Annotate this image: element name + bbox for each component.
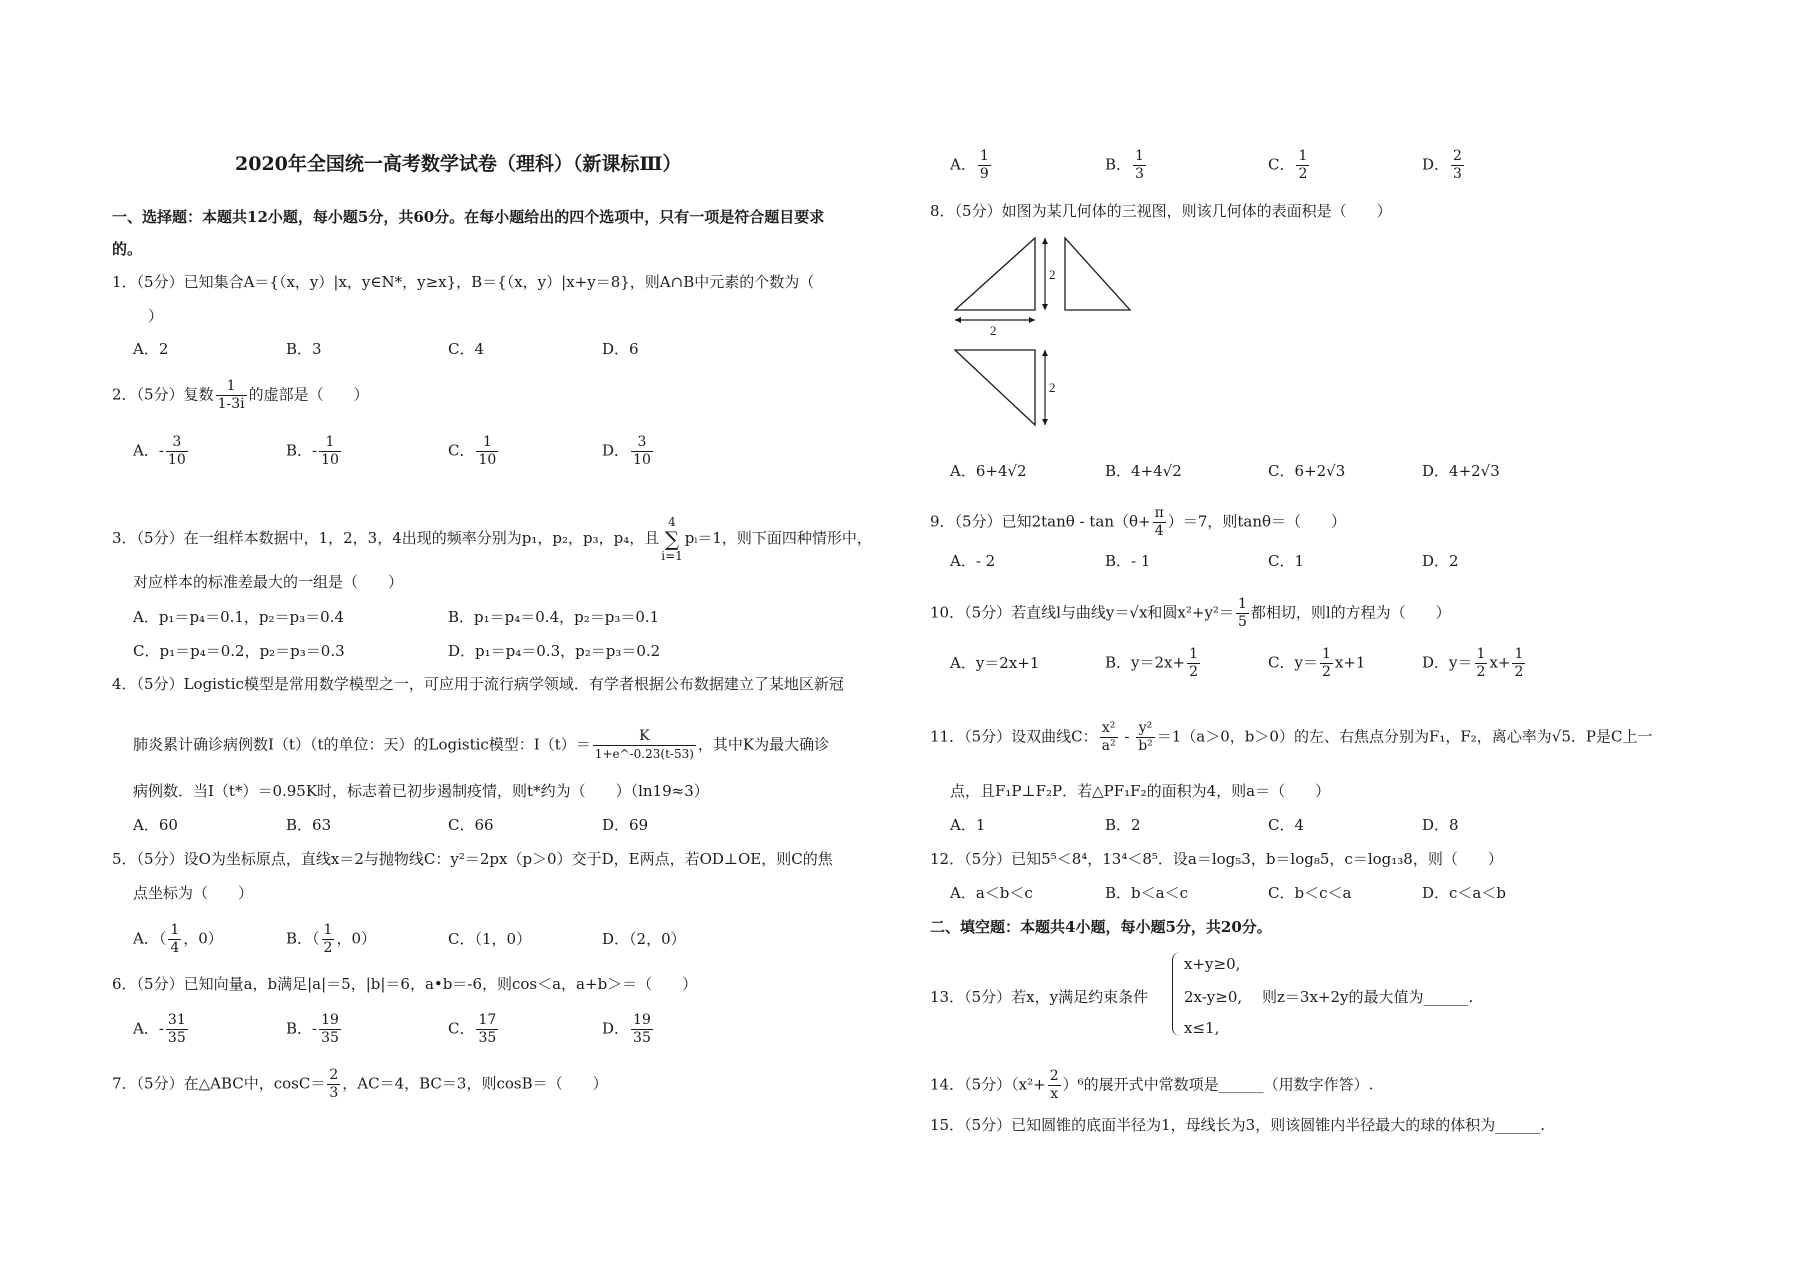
q5-b-frac	[322, 922, 335, 957]
q8-side-view	[1065, 238, 1130, 310]
q4-den: 1+e^-0.23(t-53)	[594, 747, 694, 761]
q13-brace	[1172, 952, 1181, 1036]
q6-option-b[interactable]	[286, 1012, 343, 1047]
q8-arrowhead	[1042, 419, 1048, 425]
q3-option-d[interactable]: D．p₁＝p₄＝0.3，p₂＝p₃＝0.2	[448, 642, 661, 660]
q6-b-den: 35	[321, 1030, 339, 1046]
q3-sum-body: pᵢ＝1，则下面四种情形中，	[684, 529, 872, 547]
q10-b-num: 1	[1189, 646, 1198, 662]
q2-a-label: A．-	[133, 441, 164, 460]
q7-a-label: A．	[950, 155, 976, 174]
q8-front-view	[955, 238, 1035, 310]
q2-c-frac	[476, 434, 498, 469]
q3-pre: 3．（5分）在一组样本数据中，1，2，3，4出现的频率分别为p₁，p₂，p₃，p₄，且	[112, 529, 660, 547]
q6-d-num: 19	[633, 1012, 651, 1028]
q5-a-label: A．（	[133, 929, 167, 948]
q7-b-den: 3	[1135, 166, 1144, 182]
q3-stem	[112, 515, 872, 563]
q9-pre: 9．（5分）已知2tanθ - tan（θ+	[930, 512, 1151, 531]
q3-sum-bottom: i=1	[661, 549, 683, 563]
q4-line2-post: ，其中K为最大确诊	[697, 735, 830, 754]
q11-post: ＝1（a＞0，b＞0）的左、右焦点分别为F₁，F₂，离心率为√5．P是C上一	[1156, 727, 1653, 746]
q3-sigma: ∑	[664, 527, 680, 551]
q10-d-den2: 2	[1514, 664, 1524, 680]
q2-fraction	[216, 378, 247, 413]
q7-a-frac	[978, 148, 991, 183]
q8-option-b[interactable]: B．4+4√2	[1105, 462, 1182, 480]
q7-d-label: D．	[1422, 155, 1450, 174]
q8-arrowhead	[1029, 317, 1035, 323]
q10-b-label: B．y＝2x+	[1105, 653, 1186, 672]
q10-c-num: 1	[1321, 646, 1331, 662]
q6-a-frac	[166, 1012, 188, 1047]
q6-a-num: 31	[167, 1012, 186, 1028]
q8-option-c[interactable]: C．6+2√3	[1268, 462, 1346, 480]
q7-d-num: 2	[1453, 148, 1462, 164]
q2-c-num: 1	[476, 434, 498, 452]
q2-b-label: B．-	[286, 441, 318, 460]
q3-option-b[interactable]: B．p₁＝p₄＝0.4，p₂＝p₃＝0.1	[448, 608, 660, 626]
q14-stem	[930, 1068, 1373, 1103]
q5-a-frac	[168, 922, 181, 957]
q10-option-a[interactable]: A．y＝2x+1	[950, 654, 1040, 672]
q2-option-a[interactable]	[133, 434, 190, 469]
q7-frac	[327, 1067, 340, 1102]
q11-frac1	[1100, 720, 1118, 755]
q2-d-num: 3	[631, 434, 653, 452]
q5-option-d[interactable]: D．（2，0）	[602, 930, 686, 948]
q6-stem: 6．（5分）已知向量a，b满足|a|＝5，|b|＝6，a•b＝-6，则cos＜a，a+b＞＝（ ）	[112, 975, 698, 993]
q3-stem-line2: 对应样本的标准差最大的一组是（ ）	[133, 573, 404, 591]
q5-b-num: 1	[323, 922, 333, 938]
q7-c-num: 1	[1298, 148, 1308, 164]
q6-option-d[interactable]	[602, 1012, 655, 1047]
q10-den: 5	[1237, 614, 1247, 630]
q8-label-width: 2	[990, 323, 997, 338]
q4-line2-pre: 肺炎累计确诊病例数I（t）（t的单位：天）的Logistic模型：I（t）＝	[133, 735, 591, 754]
q11-frac2	[1136, 720, 1155, 755]
q3-option-a[interactable]: A．p₁＝p₄＝0.1，p₂＝p₃＝0.4	[133, 608, 345, 626]
q12-option-a[interactable]: A．a＜b＜c	[950, 884, 1033, 902]
q8-top-view	[955, 350, 1035, 425]
q7-den: 3	[329, 1085, 339, 1101]
q1-option-c[interactable]: C．4	[448, 340, 485, 358]
q2-c-den: 10	[478, 452, 497, 468]
q7-b-label: B．	[1105, 155, 1132, 174]
section2-heading: 二、填空题：本题共4小题，每小题5分，共20分。	[930, 918, 1272, 936]
q11-option-a[interactable]: A．1	[950, 816, 986, 834]
q10-num: 1	[1237, 596, 1247, 612]
q7-d-frac	[1451, 148, 1464, 183]
q13-constraint-3: x≤1,	[1184, 1019, 1220, 1037]
q8-stem: 8．（5分）如图为某几何体的三视图，则该几何体的表面积是（ ）	[930, 202, 1392, 220]
q2-option-c[interactable]	[448, 434, 500, 469]
q10-c-label: C．y＝	[1268, 653, 1318, 672]
q11-option-c[interactable]: C．4	[1268, 816, 1305, 834]
q6-option-c[interactable]	[448, 1012, 500, 1047]
q11-pre: 11．（5分）设双曲线C：	[930, 727, 1098, 746]
q10-d-num2: 1	[1514, 646, 1524, 662]
q2-d-den: 10	[633, 452, 651, 468]
q9-option-d[interactable]: D．2	[1422, 552, 1459, 570]
q6-b-frac	[319, 1012, 341, 1047]
q7-num: 2	[329, 1067, 339, 1083]
q6-c-label: C．	[448, 1019, 475, 1038]
q10-d-frac2	[1512, 646, 1525, 681]
q10-pre: 10．（5分）若直线l与曲线y＝√x和圆x²+y²＝	[930, 603, 1234, 622]
q14-pre: 14．（5分）（x²+	[930, 1075, 1046, 1094]
q11-frac1-num: x²	[1100, 720, 1118, 738]
q2-a-den: 10	[167, 452, 186, 468]
q3-option-c[interactable]: C．p₁＝p₄＝0.2，p₂＝p₃＝0.3	[133, 642, 345, 660]
q5-b-den: 2	[323, 940, 333, 956]
page-title: 2020年全国统一高考数学试卷（理科）（新课标Ⅲ）	[235, 153, 682, 175]
q6-b-num: 19	[321, 1012, 339, 1028]
q2-a-frac	[166, 434, 188, 469]
q10-frac	[1236, 596, 1249, 631]
q8-three-view-figure	[950, 230, 1150, 440]
q2-a-num: 3	[166, 434, 188, 452]
q6-c-frac	[476, 1012, 498, 1047]
q2-b-num: 1	[319, 434, 341, 452]
q7-b-frac	[1133, 148, 1146, 183]
q1-option-b[interactable]: B．3	[286, 340, 322, 358]
q10-option-c[interactable]	[1268, 646, 1365, 681]
q1-stem-end: ）	[148, 307, 164, 325]
q10-option-b[interactable]	[1105, 646, 1202, 681]
q3-sum	[661, 515, 683, 563]
q13-stem-post: 则z＝3x+2y的最大值为______.	[1262, 988, 1474, 1006]
q11-option-b[interactable]: B．2	[1105, 816, 1141, 834]
q11-frac2-num: y²	[1136, 720, 1155, 738]
q7-c-frac	[1296, 148, 1309, 183]
q12-option-d[interactable]: D．c＜a＜b	[1422, 884, 1506, 902]
q5-stem-line1: 5．（5分）设O为坐标原点，直线x＝2与抛物线C：y²＝2px（p＞0）交于D，E两点，若OD⊥OE，则C的焦	[112, 850, 833, 868]
q2-option-d[interactable]	[602, 434, 655, 469]
q10-c-frac	[1320, 646, 1333, 681]
q7-a-num: 1	[979, 148, 989, 164]
q2-num: 1	[216, 378, 247, 396]
q4-fraction	[593, 728, 696, 763]
q8-option-a[interactable]: A．6+4√2	[950, 462, 1027, 480]
q7-c-label: C．	[1268, 155, 1295, 174]
q10-d-post: x+	[1489, 653, 1511, 672]
q2-d-label: D．	[602, 441, 630, 460]
q9-option-b[interactable]: B．- 1	[1105, 552, 1151, 570]
q9-option-a[interactable]: A．- 2	[950, 552, 996, 570]
q14-den: x	[1050, 1086, 1059, 1102]
q10-b-frac	[1187, 646, 1200, 681]
q6-c-den: 35	[478, 1030, 497, 1046]
q9-post: ）＝7，则tanθ＝（ ）	[1167, 512, 1347, 531]
q10-c-den: 2	[1321, 664, 1331, 680]
q10-option-d[interactable]	[1422, 646, 1527, 681]
q9-frac	[1153, 505, 1166, 540]
q10-c-post: x+1	[1334, 653, 1366, 672]
q10-d-frac1	[1475, 646, 1488, 681]
q15-stem: 15．（5分）已知圆锥的底面半径为1，母线长为3，则该圆锥内半径最大的球的体积为______.	[930, 1116, 1545, 1134]
q4-option-a[interactable]: A．60	[133, 816, 178, 834]
q7-stem	[112, 1067, 608, 1102]
q6-d-label: D．	[602, 1019, 630, 1038]
q8-arrowhead	[955, 317, 961, 323]
q7-c-den: 2	[1298, 166, 1308, 182]
q5-option-c[interactable]: C．（1，0）	[448, 930, 532, 948]
q4-stem-line3: 病例数．当I（t*）＝0.95K时，标志着已初步遏制疫情，则t*约为（ ）（ln19≈3）	[133, 782, 709, 800]
q7-option-c[interactable]	[1268, 148, 1311, 183]
q5-b-post: ，0）	[336, 929, 376, 948]
q10-b-den: 2	[1189, 664, 1198, 680]
q10-d-den1: 2	[1476, 664, 1486, 680]
q2-b-frac	[319, 434, 341, 469]
q12-stem: 12．（5分）已知5⁵＜8⁴，13⁴＜8⁵．设a＝log₅3，b＝log₈5，c＝log₁₃8，则（ ）	[930, 850, 1503, 868]
q4-option-b[interactable]: B．63	[286, 816, 332, 834]
q6-d-den: 35	[633, 1030, 651, 1046]
section1-heading-line1: 一、选择题：本题共12小题，每小题5分，共60分。在每小题给出的四个选项中，只有一项是符合题目要求	[112, 208, 825, 226]
q14-post: ）⁶的展开式中常数项是______（用数字作答）.	[1062, 1075, 1374, 1094]
q2-option-b[interactable]	[286, 434, 343, 469]
q9-den: 4	[1154, 523, 1164, 539]
q4-num: K	[593, 728, 696, 746]
q9-stem	[930, 505, 1346, 540]
q5-a-num: 1	[170, 922, 180, 938]
q12-option-c[interactable]: C．b＜c＜a	[1268, 884, 1352, 902]
q5-option-b[interactable]	[286, 922, 376, 957]
q1-stem: 1．（5分）已知集合A＝{（x，y）|x，y∈N*，y≥x}，B＝{（x，y）|x+y＝8}，则A∩B中元素的个数为（	[112, 273, 815, 291]
q14-num: 2	[1049, 1068, 1059, 1084]
q2-b-den: 10	[321, 452, 339, 468]
q9-num: π	[1154, 505, 1164, 521]
q1-option-d[interactable]: D．6	[602, 340, 639, 358]
q7-post: ，AC＝4，BC＝3，则cosB＝（ ）	[342, 1074, 608, 1093]
q8-label-top-height: 2	[1049, 380, 1056, 395]
section1-heading-line2: 的。	[112, 240, 143, 258]
q11-frac2-den: b²	[1138, 738, 1153, 754]
q12-option-b[interactable]: B．b＜a＜c	[1105, 884, 1188, 902]
q11-frac1-den: a²	[1101, 738, 1116, 754]
q11-stem	[930, 720, 1652, 755]
q8-option-d[interactable]: D．4+2√3	[1422, 462, 1500, 480]
q13-constraint-1: x+y≥0,	[1184, 955, 1241, 973]
q7-b-num: 1	[1135, 148, 1144, 164]
q10-d-label: D．y＝	[1422, 653, 1473, 672]
q7-option-a[interactable]	[950, 148, 993, 183]
q13-constraint-2: 2x-y≥0,	[1184, 988, 1243, 1006]
q14-frac	[1048, 1068, 1061, 1103]
q6-c-num: 17	[478, 1012, 497, 1028]
q11-option-d[interactable]: D．8	[1422, 816, 1459, 834]
q11-stem-line2: 点，且F₁P⊥F₂P．若△PF₁F₂的面积为4，则a＝（ ）	[950, 782, 1331, 800]
q10-stem	[930, 596, 1451, 631]
q5-a-post: ，0）	[183, 929, 223, 948]
q11-minus: -	[1119, 727, 1135, 746]
q7-option-d[interactable]	[1422, 148, 1466, 183]
q9-option-c[interactable]: C．1	[1268, 552, 1305, 570]
q6-b-label: B．-	[286, 1019, 318, 1038]
q10-post: 都相切，则l的方程为（ ）	[1250, 603, 1451, 622]
q4-option-c[interactable]: C．66	[448, 816, 494, 834]
q6-option-a[interactable]	[133, 1012, 190, 1047]
q2-c-label: C．	[448, 441, 475, 460]
q7-a-den: 9	[979, 166, 989, 182]
q6-a-label: A．-	[133, 1019, 164, 1038]
q5-option-a[interactable]	[133, 922, 223, 957]
q8-arrowhead	[1042, 304, 1048, 310]
q2-d-frac	[631, 434, 653, 469]
q8-arrowhead	[1042, 350, 1048, 356]
q6-a-den: 35	[167, 1030, 186, 1046]
q5-stem-line2: 点坐标为（ ）	[133, 884, 254, 902]
q2-post: 的虚部是（ ）	[248, 385, 369, 404]
q2-den: 1-3i	[217, 396, 245, 412]
q4-option-d[interactable]: D．69	[602, 816, 649, 834]
q6-d-frac	[631, 1012, 653, 1047]
q13-stem-pre: 13．（5分）若x，y满足约束条件	[930, 988, 1149, 1006]
q1-option-a[interactable]: A．2	[133, 340, 169, 358]
q7-option-b[interactable]	[1105, 148, 1148, 183]
q8-arrowhead	[1042, 238, 1048, 244]
q7-d-den: 3	[1453, 166, 1462, 182]
q4-stem-line2	[133, 728, 829, 763]
q8-label-front-height: 2	[1049, 267, 1056, 282]
q2-pre: 2．（5分）复数	[112, 385, 214, 404]
q7-pre: 7．（5分）在△ABC中，cosC＝	[112, 1074, 326, 1093]
q5-a-den: 4	[170, 940, 180, 956]
q3-sum-top: 4	[668, 515, 676, 529]
q10-d-num1: 1	[1476, 646, 1486, 662]
q5-b-label: B．（	[286, 929, 320, 948]
q2-stem	[112, 378, 369, 413]
q4-stem-line1: 4．（5分）Logistic模型是常用数学模型之一，可应用于流行病学领域．有学者根据公布数据建立了某地区新冠	[112, 675, 844, 693]
